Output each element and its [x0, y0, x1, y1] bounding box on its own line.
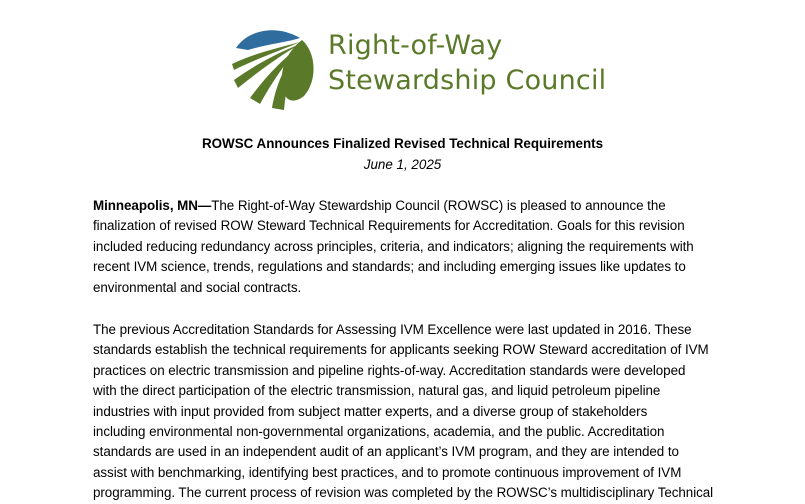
organization-name-line1: Right-of-Way [328, 30, 503, 61]
paragraph-line [93, 196, 733, 216]
paragraph-line: recent IVM science, trends, regulations and standards; and including emerging issues like updates to [93, 259, 686, 275]
paragraph-line: standards establish the technical requirements for applicants seeking ROW Steward accreditation of IVM [93, 342, 709, 358]
logo-mark-icon [228, 24, 318, 110]
paragraph-line: with the direct participation of the electric transmission, natural gas, and liquid petroleum pipeline [93, 383, 661, 399]
organization-logo [228, 24, 607, 110]
paragraph-line: finalization of revised ROW Steward Technical Requirements for Accreditation. Goals for this revision [93, 218, 685, 234]
organization-name-line2: Stewardship Council [328, 65, 607, 96]
paragraph-intro [93, 196, 733, 298]
press-release-date: June 1, 2025 [363, 157, 442, 172]
paragraph-line: including environmental non-governmental organizations, academia, and the public. Accreditation [93, 424, 665, 440]
paragraph-line: assist with benchmarking, identifying best practices, and to promote continuous improvement of IVM [93, 464, 682, 480]
paragraph-line: environmental and social contracts. [93, 279, 302, 295]
organization-name [328, 28, 606, 98]
dateline: Minneapolis, MN— [93, 198, 212, 213]
paragraph-line: The previous Accreditation Standards for Assessing IVM Excellence were last updated in 2016. These [93, 322, 692, 337]
paragraph-line: programming. The current process of revision was completed by the ROWSC’s multidisciplinary Technical [93, 485, 714, 501]
paragraph-line: included reducing redundancy across principles, criteria, and indicators; aligning the requirements with [93, 238, 694, 254]
paragraph-line: standards are used in an independent audit of an applicant’s IVM program, and they are intended to [93, 444, 679, 460]
paragraph-line: industries with input provided from subject matter experts, and a diverse group of stakeholders [93, 403, 648, 419]
paragraph-line: practices on electric transmission and pipeline rights-of-way. Accreditation standards were developed [93, 362, 686, 378]
press-release-headline: ROWSC Announces Finalized Revised Technical Requirements [201, 136, 604, 151]
paragraph-background [93, 320, 733, 504]
paragraph-text: The Right-of-Way Stewardship Council (ROWSC) is pleased to announce the [211, 198, 666, 213]
